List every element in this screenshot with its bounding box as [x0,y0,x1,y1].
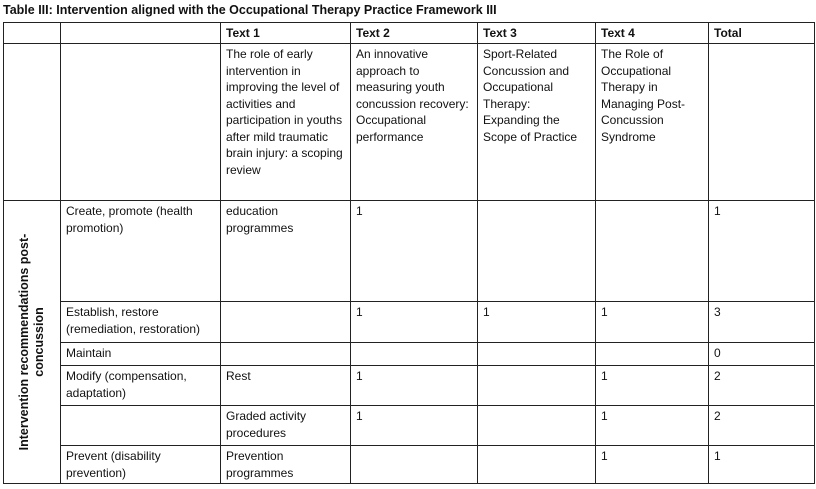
category-cell: Maintain [61,343,221,366]
text2-cell [351,343,478,366]
header-row [4,23,815,44]
total-cell: 3 [709,302,815,343]
text1-cell: Prevention programmes [221,446,351,484]
description-text3: Sport-Related Concussion and Occupational Therapy: Expanding the Scope of Practice [478,44,596,201]
row-group-label: Intervention recommendations post-concussion [17,233,46,451]
total-cell: 2 [709,406,815,446]
category-cell: Prevent (disability prevention) [61,446,221,484]
text1-cell [221,302,351,343]
header-text1: Text 1 [221,23,351,44]
text3-cell [478,201,596,302]
empty-cell [61,44,221,201]
table-row [4,201,815,302]
category-cell [61,406,221,446]
header-cell [61,23,221,44]
description-row [4,44,815,201]
table-row [4,406,815,446]
text1-cell: Graded activity procedures [221,406,351,446]
table-title: Table III: Intervention aligned with the Occupational Therapy Practice Framework III [3,3,497,17]
row-group-label-cell [4,201,61,484]
text2-cell: 1 [351,201,478,302]
text4-cell: 1 [596,406,709,446]
description-text1: The role of early intervention in improving the level of activities and participation in youths after mild traumatic brain injury: a scoping review [221,44,351,201]
header-text2: Text 2 [351,23,478,44]
text3-cell: 1 [478,302,596,343]
intervention-table [3,22,815,484]
table-row [4,366,815,406]
text2-cell [351,446,478,484]
total-cell: 0 [709,343,815,366]
total-cell: 2 [709,366,815,406]
category-cell: Modify (compensation, adaptation) [61,366,221,406]
text1-cell: education programmes [221,201,351,302]
text1-cell: Rest [221,366,351,406]
text3-cell [478,366,596,406]
text3-cell [478,446,596,484]
table-row [4,343,815,366]
text4-cell: 1 [596,302,709,343]
empty-cell [4,44,61,201]
text4-cell: 1 [596,366,709,406]
text3-cell [478,343,596,366]
text3-cell [478,406,596,446]
table-row [4,302,815,343]
header-cell [4,23,61,44]
text4-cell: 1 [596,446,709,484]
text4-cell [596,201,709,302]
description-text2: An innovative approach to measuring youth concussion recovery: Occupational performance [351,44,478,201]
text1-cell [221,343,351,366]
header-text4: Text 4 [596,23,709,44]
category-cell: Establish, restore (remediation, restoration) [61,302,221,343]
header-text3: Text 3 [478,23,596,44]
total-cell: 1 [709,201,815,302]
category-cell: Create, promote (health promotion) [61,201,221,302]
text2-cell: 1 [351,302,478,343]
text4-cell [596,343,709,366]
empty-cell [709,44,815,201]
header-total: Total [709,23,815,44]
text2-cell: 1 [351,406,478,446]
table-row [4,446,815,484]
total-cell: 1 [709,446,815,484]
description-text4: The Role of Occupational Therapy in Managing Post-Concussion Syndrome [596,44,709,201]
text2-cell: 1 [351,366,478,406]
